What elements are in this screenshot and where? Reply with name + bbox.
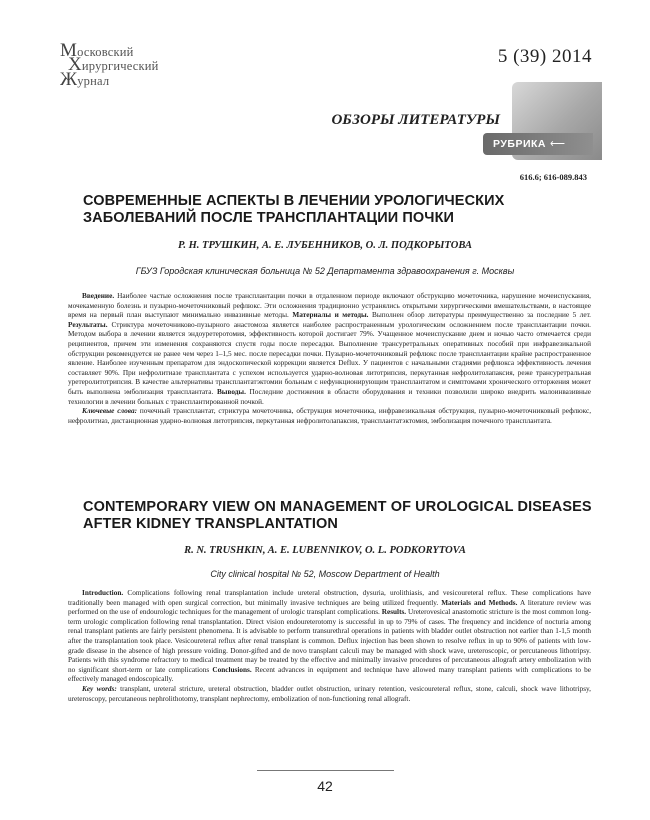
keywords-ru: Ключевые слова: почечный трансплантат, стриктура мочеточника, обструкция мочеточника, инфравезикальная обструкция, пузырно-мочеточниковый рефлюкс, нефролитиаз, дистанционная ударно-волновая литотрипсия, перкутанная нефролитолапаксия, трансплантатэктомия, эмболизация почечного трансплантата. xyxy=(68,407,592,425)
page-number: 42 xyxy=(317,778,333,794)
keywords-en: Key words: transplant, ureteral stricture, ureteral obstruction, bladder outlet obstruction, urinary retention, vesicoureteral reflux, stone, calculi, shock wave lithotripsy, ureteroscopy, percutaneous nephrolithotomy, transplant nephrectomy, embolization of non-functioning renal allograft. xyxy=(68,684,591,703)
journal-logo xyxy=(60,40,190,90)
authors-ru: Р. Н. ТРУШКИН, А. Е. ЛУБЕННИКОВ, О. Л. ПОДКОРЫТОВА xyxy=(178,240,472,251)
logo-line-3: Журнал xyxy=(60,69,110,90)
udc-code: 616.6; 616-089.843 xyxy=(519,172,587,182)
logo-line-2: Хирургический xyxy=(68,54,159,75)
affiliation-ru: ГБУЗ Городская клиническая больница № 52 Департамента здравоохранения г. Москвы xyxy=(135,266,515,276)
article-title-en xyxy=(83,499,592,533)
rubric-label: РУБРИКА ⟵ xyxy=(483,133,593,155)
title-ru-line-1: СОВРЕМЕННЫЕ АСПЕКТЫ В ЛЕЧЕНИИ УРОЛОГИЧЕСКИХ xyxy=(83,193,505,209)
title-en-line-2: AFTER KIDNEY TRANSPLANTATION xyxy=(83,516,338,532)
title-en-line-1: CONTEMPORARY VIEW ON MANAGEMENT OF UROLOGICAL DISEASES xyxy=(83,499,592,515)
article-title-ru xyxy=(83,193,583,227)
title-ru-line-2: ЗАБОЛЕВАНИЙ ПОСЛЕ ТРАНСПЛАНТАЦИИ ПОЧКИ xyxy=(83,210,455,226)
arrow-left-icon: ⟵ xyxy=(550,138,566,150)
abstract-ru-body: Введение. Наиболее частые осложнения после трансплантации почки в отдаленном периоде включают обструкцию мочеточника, нарушение мочеиспускания, мочекаменную болезнь и пузырно-мочеточниковый рефлюкс. Эти осложнения традиционно устранялись открытыми хирургическими вмешательствами, в настоящее время на первый план выступают минимально инвазивные методы. Материалы и методы. Выполнен обзор литературы преимущественно за последние 5 лет. Результаты. Стриктура мочеточниково-пузырного анастомоза является наиболее распространенным урологическим осложнением после трансплантации почки. Методом выбора в лечении является эндоуретеротомия, эффективность которой достигает 79%. Учащенное мочеиспускание днем и ночью часто отмечается среди реципиентов, причем эти изменения сохраняются спустя годы после пересадки. Выполнение трансуретральных оперативных пособий при инфравезикальной обструкции рекомендуется не ранее чем через 1–1,5 мес. после пересадки почки. Пузырно-мочеточниковый рефлюкс после трансплантации крайне распространенное явление. Наиболее изученным препаратом для эндоскопической коррекции является Deflux. У пациентов с начальными стадиями рефлюкса эффективность лечения составляет 90%. При нефролитиазе трансплантата с успехом используется ударно-волновая литотрипсия, перкутанная нефролитолапаксия, реже трансуретральная уретеролитотрипсия. В качестве альтернативы трансплантатэктомии больным с нефункционирующим трансплантатом и симптомами хронического отторжения может быть выполнена эмболизация трансплантата. Выводы. Последние достижения в области оборудования и техники позволили широко внедрить малоинвазивные технологии в лечении больных с трансплантированной почкой. xyxy=(68,292,592,406)
affiliation-en: City clinical hospital № 52, Moscow Department of Health xyxy=(210,569,440,579)
abstract-ru xyxy=(68,292,591,426)
section-title: ОБЗОРЫ ЛИТЕРАТУРЫ xyxy=(331,112,500,128)
abstract-en xyxy=(68,589,591,704)
issue-number: 5 (39) 2014 xyxy=(497,46,592,67)
footer-rule xyxy=(257,770,394,771)
authors-en: R. N. TRUSHKIN, A. E. LUBENNIKOV, O. L. PODKORYTOVA xyxy=(184,545,466,556)
abstract-en-body: Introduction. Complications following renal transplantation include ureteral obstruction, dysuria, urolithiasis, and vesicoureteral reflux. These complications have traditionally been managed with open surgical correction, but minimally invasive techniques are being utilized frequently. Materials and Methods. A literature review was performed on the use of endourologic techniques for the management of urologic transplant complications. Results. Ureterovesical anastomotic stricture is the most common long-term urologic complication following renal transplantation. Direct vision endoureterotomy is successful in up to 79% of cases. The frequency and incidence of nocturia among renal transplant patients are fairly persistent phenomena. It is advisable to perform transurethral operations in patients with bladder outlet obstruction not earlier than 1-1,5 month after the transplantation took place. Vesicoureteral reflux after renal transplant is common. Deflux injection has been shown to resolve reflux in up to 90% of patients with low-grade disease in the absence of high pressure voiding. Donor-gifted and de novo transplant calculi may be managed with shock wave, ureteroscopic, or percutaneous lithotripsy. Patients with this syndrome refractory to medical treatment may be treated by the effective and minimally invasive procedures of percutaneous allograft artery embolization with no significant short-term or late complications Conclusions. Recent advances in equipment and technique have allowed many transplant patients with complications to be effectively managed endoscopically. xyxy=(68,589,592,684)
logo-line-1: Московский xyxy=(60,40,134,61)
